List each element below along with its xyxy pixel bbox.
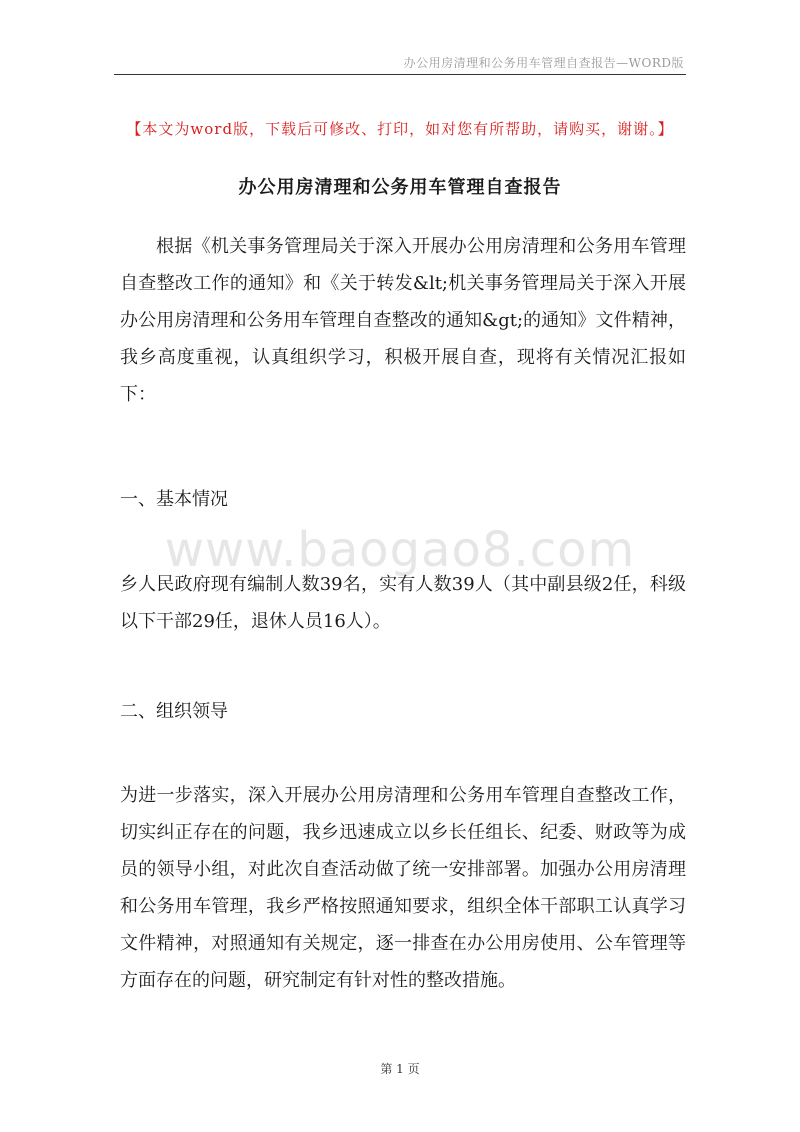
document-title: 办公用房清理和公务用车管理自查报告: [238, 177, 562, 198]
purchase-notice: 【本文为word版，下载后可修改、打印，如对您有所帮助，请购买，谢谢。】: [126, 120, 674, 138]
header-divider: [114, 74, 686, 75]
running-header: 办公用房清理和公务用车管理自查报告—WORD版: [403, 56, 684, 70]
section-body-organization: 为进一步落实，深入开展办公用房清理和公务用车管理自查整改工作，切实纠正存在的问题，我乡迅速成立以乡长任组长、纪委、财政等为成员的领导小组，对此次自查活动做了统一安排部署。加强办公用房清理和公务用车管理，我乡严格按照通知要求，组织全体干部职工认真学习文件精神，对照通知有关规定，逐一排查在办公用房使用、公车管理等方面存在的问题，研究制定有针对性的整改措施。: [120, 785, 686, 991]
watermark: www.baogao8.com: [164, 522, 636, 578]
section-body-basic: 乡人民政府现有编制人数39名，实有人数39人（其中副县级2任，科级以下干部29任，退休人员16人）。: [120, 574, 686, 632]
section-heading-organization: 二、组织领导: [120, 701, 228, 722]
intro-paragraph: 根据《机关事务管理局关于深入开展办公用房清理和公务用车管理自查整改工作的通知》和《关于转发&lt;机关事务管理局关于深入开展办公用房清理和公务用车管理自查整改的通知&gt;的通知》文件精神，我乡高度重视，认真组织学习，积极开展自查，现将有关情况汇报如下：: [120, 236, 686, 405]
section-heading-basic: 一、基本情况: [120, 489, 228, 510]
page-number: 第 1 页: [380, 1062, 420, 1076]
